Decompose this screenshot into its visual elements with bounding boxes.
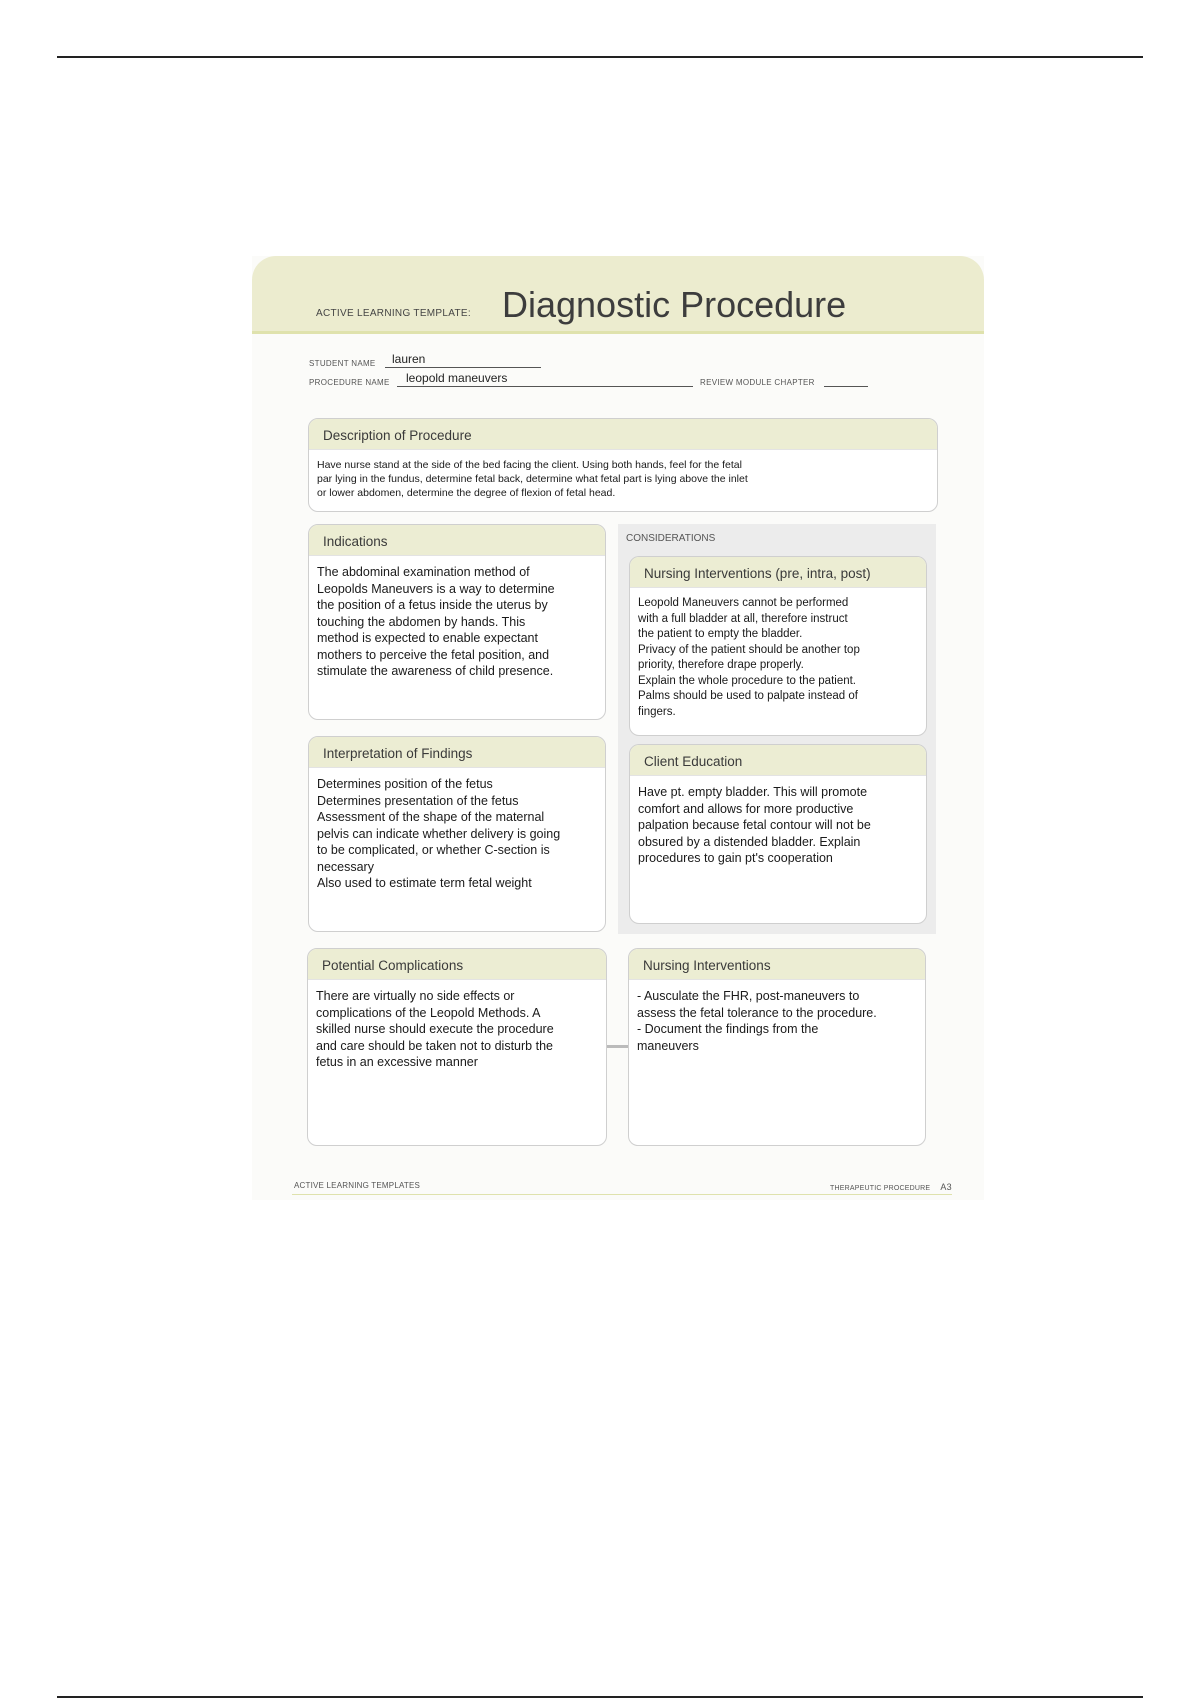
student-name-label: STUDENT NAME xyxy=(309,359,376,368)
interpretation-text: Determines position of the fetus Determines presentation of the fetus Assessment of the shape of the maternal pelvis can indicate whether delivery is going to be complicated, or whether C-section is necessary Also used to estimate term fetal weight xyxy=(317,777,561,890)
client-education-heading: Client Education xyxy=(630,745,926,776)
complications-heading: Potential Complications xyxy=(308,949,606,980)
template-banner xyxy=(252,256,984,334)
page-number: A3 xyxy=(940,1182,952,1192)
complications-text: There are virtually no side effects or complications of the Leopold Methods. A skilled nurse should execute the procedure and care should be taken not to disturb the fetus in an excessive manner xyxy=(316,989,554,1069)
footer-rule xyxy=(292,1194,952,1195)
nursing-interventions-heading: Nursing Interventions xyxy=(629,949,925,980)
nursing-interventions-pre-heading: Nursing Interventions (pre, intra, post) xyxy=(630,557,926,588)
nursing-interventions-box xyxy=(628,948,926,1146)
box-connector xyxy=(607,1045,629,1048)
footer-section-label: THERAPEUTIC PROCEDURE xyxy=(830,1185,931,1192)
page-title: Diagnostic Procedure xyxy=(502,284,847,325)
considerations-label: CONSIDERATIONS xyxy=(626,533,716,544)
complications-box xyxy=(307,948,607,1146)
indications-box xyxy=(308,524,606,720)
interpretation-heading: Interpretation of Findings xyxy=(309,737,605,768)
indications-text: The abdominal examination method of Leopolds Maneuvers is a way to determine the position of a fetus inside the uterus by touching the abdomen by hands. This method is expected to enable expectant mothers to perceive the fetal position, and stimulate the awareness of child presence. xyxy=(317,565,555,678)
review-module-line xyxy=(824,386,868,387)
indications-heading: Indications xyxy=(309,525,605,556)
template-kicker: ACTIVE LEARNING TEMPLATE: xyxy=(316,308,471,319)
procedure-name-label: PROCEDURE NAME xyxy=(309,378,390,387)
page-bottom-rule xyxy=(57,1696,1143,1698)
client-education-text: Have pt. empty bladder. This will promote comfort and allows for more productive palpation because fetal contour will not be obsured by a distended bladder. Explain procedures to gain pt's cooperation xyxy=(638,785,871,865)
procedure-name-field[interactable]: leopold maneuvers xyxy=(406,371,508,385)
footer-right-label xyxy=(830,1182,952,1192)
nursing-interventions-pre-box xyxy=(629,556,927,736)
footer-left-label: ACTIVE LEARNING TEMPLATES xyxy=(294,1181,421,1190)
description-text: Have nurse stand at the side of the bed facing the client. Using both hands, feel for the fetal par lying in the fundus, determine fetal back, determine what fetal part is lying above the inlet or lower abdomen, determine the degree of flexion of fetal head. xyxy=(317,459,748,499)
template-sheet xyxy=(252,256,984,1200)
nursing-interventions-pre-text: Leopold Maneuvers cannot be performed with a full bladder at all, therefore instruct the patient to empty the bladder. Privacy of the patient should be another top priority, therefore drape properly. Explain the whole procedure to the patient. Palms should be used to palpate instead of fingers. xyxy=(638,597,860,718)
page-top-rule xyxy=(57,56,1143,58)
description-heading: Description of Procedure xyxy=(309,419,937,450)
interpretation-box xyxy=(308,736,606,932)
description-box xyxy=(308,418,938,512)
procedure-name-line xyxy=(397,386,693,387)
nursing-interventions-text: - Ausculate the FHR, post-maneuvers to assess the fetal tolerance to the procedure. - Document the findings from the maneuvers xyxy=(637,989,877,1053)
review-module-label: REVIEW MODULE CHAPTER xyxy=(700,378,815,387)
student-name-line xyxy=(385,367,541,368)
client-education-box xyxy=(629,744,927,924)
student-name-field[interactable]: lauren xyxy=(392,352,426,366)
